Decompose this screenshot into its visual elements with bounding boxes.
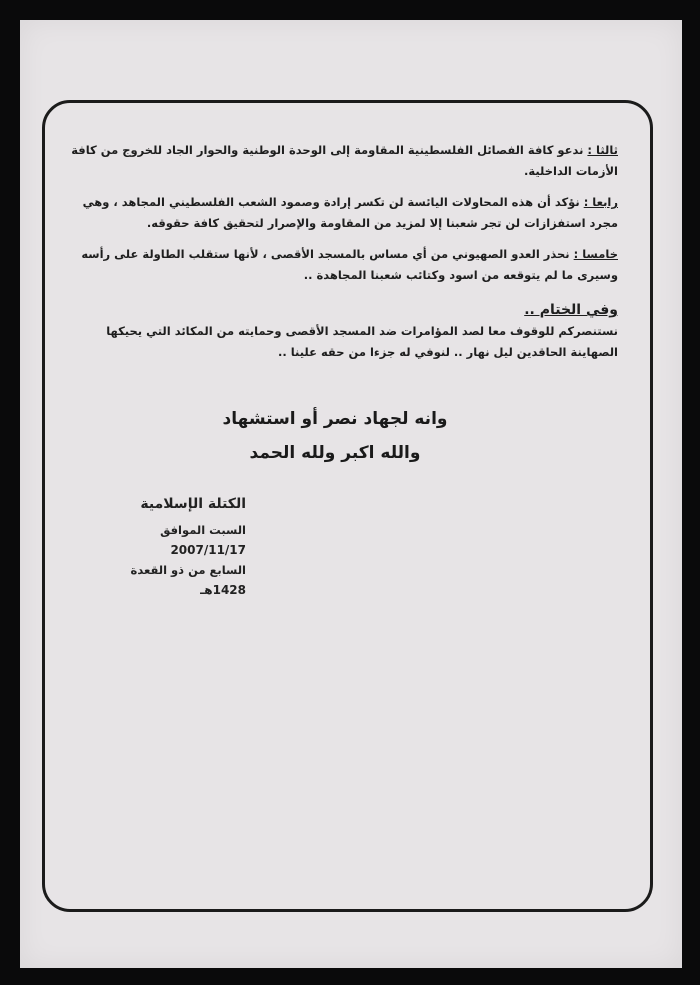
paragraph-text: نؤكد أن هذه المحاولات اليائسة لن تكسر إرادة وصمود الشعب الفلسطيني المجاهد ، وهي مجرد استفزازات لن تجر شعبنا إلا لمزيد من المقاومة والإصرار لتحقيق كافة حقوقه. bbox=[82, 195, 618, 230]
date-hijri-year: 1428هـ bbox=[200, 583, 246, 597]
date-hijri-prefix: السابع من ذو القعدة bbox=[130, 563, 246, 577]
date-gregorian-line bbox=[86, 520, 246, 560]
statement-body bbox=[70, 140, 618, 373]
slogans-block bbox=[100, 402, 570, 470]
slogan-line-2: والله اكبر ولله الحمد bbox=[249, 443, 421, 463]
closing-heading: وفي الختام .. bbox=[524, 302, 618, 318]
organization-name: الكتلة الإسلامية bbox=[140, 496, 246, 512]
closing-paragraph: نستنصركم للوقوف معا لصد المؤامرات ضد المسجد الأقصى وحمايته من المكائد التي يحيكها الصهاينة الحاقدين ليل نهار .. لنوفي له جزءا من حقه علينا .. bbox=[106, 324, 618, 359]
date-gregorian: 2007/11/17 bbox=[170, 543, 246, 557]
paragraph-third bbox=[70, 140, 618, 182]
paragraph-fourth bbox=[70, 192, 618, 234]
paragraph-text: نحذر العدو الصهيوني من أي مساس بالمسجد الأقصى ، لأنها ستقلب الطاولة على رأسه وسيرى ما لم يتوقعه من اسود وكتائب شعبنا المجاهدة .. bbox=[81, 247, 618, 282]
date-hijri-line bbox=[86, 560, 246, 600]
paragraph-keyword: رابعا : bbox=[583, 195, 618, 209]
signature-block bbox=[86, 494, 246, 600]
paragraph-keyword: خامسا : bbox=[573, 247, 618, 261]
paragraph-keyword: ثالثا : bbox=[587, 143, 618, 157]
paragraph-text: ندعو كافة الفصائل الفلسطينية المقاومة إلى الوحدة الوطنية والحوار الجاد للخروج من كافة الأزمات الداخلية. bbox=[71, 143, 618, 178]
slogan-line-1: وانه لجهاد نصر أو استشهاد bbox=[222, 409, 448, 429]
paragraph-fifth bbox=[70, 244, 618, 286]
date-label: السبت الموافق bbox=[160, 523, 246, 537]
